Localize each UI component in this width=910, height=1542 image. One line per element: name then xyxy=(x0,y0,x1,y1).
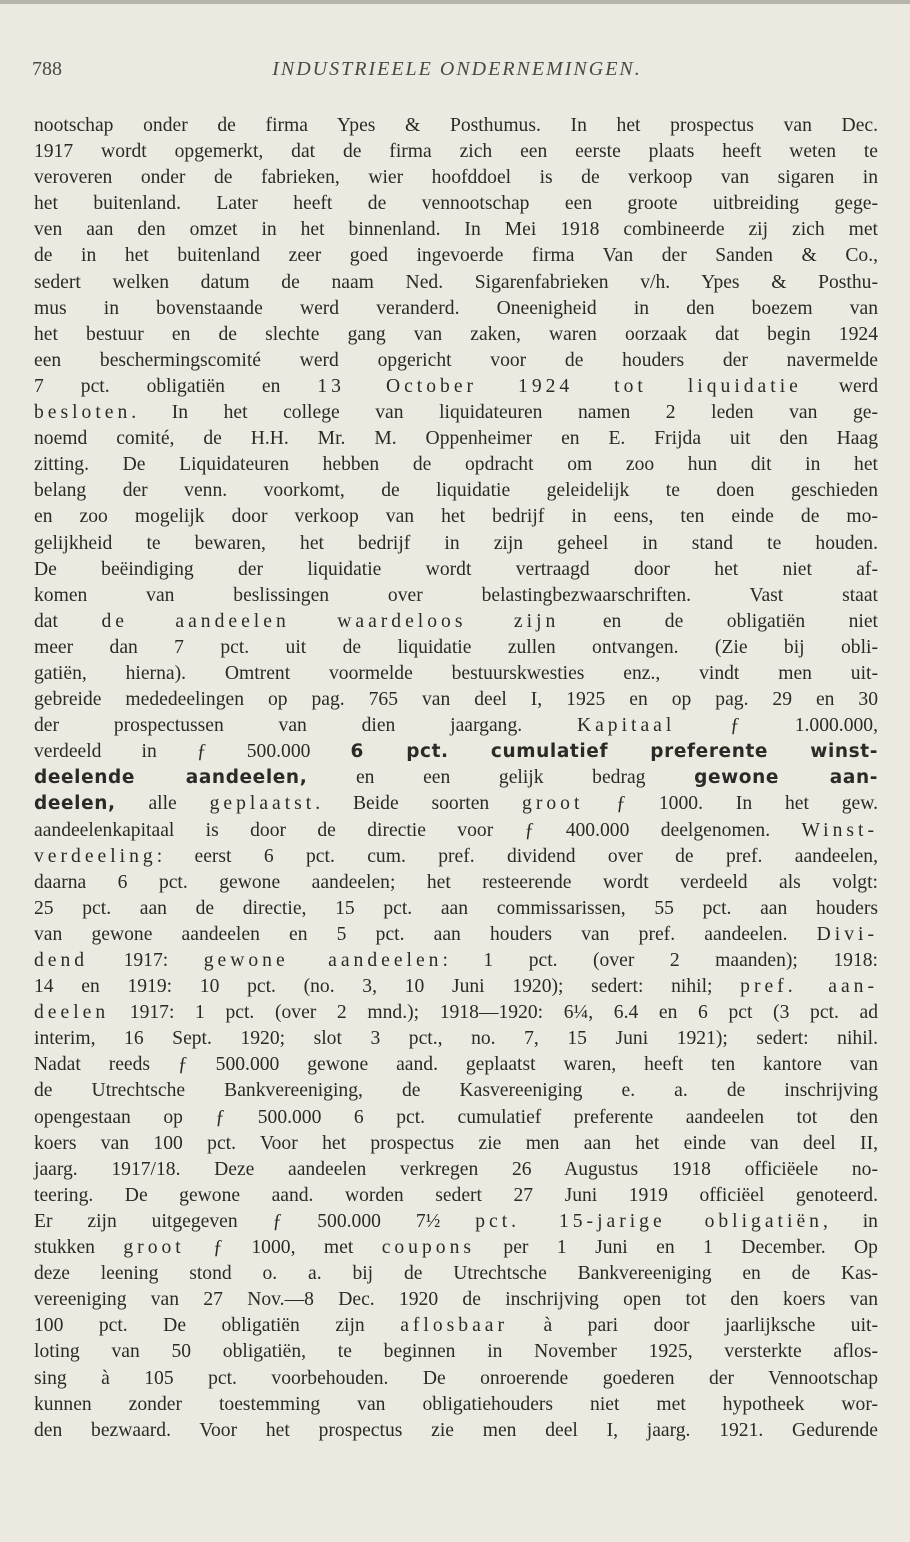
page-number: 788 xyxy=(32,58,62,80)
text-line xyxy=(34,374,878,400)
text-line xyxy=(34,531,878,557)
spaced-run: pct. 15-jarige obligatiën xyxy=(475,1210,823,1232)
spaced-run: deelen xyxy=(34,1002,110,1024)
text-line xyxy=(34,870,878,896)
text-line xyxy=(34,348,878,374)
text-line xyxy=(34,948,878,974)
text-line xyxy=(34,1366,878,1392)
spaced-run: geplaatst xyxy=(209,793,316,815)
text-line xyxy=(34,739,878,765)
spaced-run: Divi- xyxy=(816,923,878,945)
text-run: der prospectussen van dien jaargang. xyxy=(34,715,577,737)
bold-run: 6 pct. cumulatief preferente winst- xyxy=(350,741,879,763)
text-run: van gewone aandeelen en 5 pct. aan houders van pref. aandeelen. xyxy=(34,923,817,945)
spaced-run: groot xyxy=(522,793,584,815)
spaced-run: Winst- xyxy=(801,819,878,841)
text-run: 100 pct. De obligatiën zijn xyxy=(34,1315,401,1337)
text-run: gebreide mededeelingen op pag. 765 van deel I, 1925 en op pag. 29 en 30 xyxy=(34,689,878,711)
text-run: en de obligatiën niet xyxy=(559,610,878,632)
text-run: ƒ 1000. In het gew. xyxy=(583,793,879,815)
text-run: veroveren onder de fabrieken, wier hoofddoel is de verkoop van sigaren in xyxy=(34,167,878,189)
text-run: 14 en 1919: 10 pct. (no. 3, 10 Juni 1920); sedert: nihil; xyxy=(34,976,741,998)
text-run: 25 pct. aan de directie, 15 pct. aan commissarissen, 55 pct. aan houders xyxy=(34,897,878,919)
text-run: teering. De gewone aand. worden sedert 27 Juni 1919 officiëel genoteerd. xyxy=(34,1184,878,1206)
text-line xyxy=(34,139,878,165)
spaced-run: dend xyxy=(34,950,89,971)
spaced-run: besloten xyxy=(34,402,132,424)
text-line xyxy=(34,1392,878,1418)
bold-run: deelende aandeelen, xyxy=(34,767,308,789)
text-run: den bezwaard. Voor het prospectus zie men deel I, jaarg. 1921. Gedurende xyxy=(34,1419,878,1441)
text-run: interim, 16 Sept. 1920; slot 3 pct., no. 7, 15 Juni 1921); sedert: nihil. xyxy=(34,1028,878,1050)
spaced-run: coupons xyxy=(381,1237,475,1259)
text-line xyxy=(34,1026,878,1052)
text-line xyxy=(34,713,878,739)
text-run: 1917 wordt opgemerkt, dat de firma zich een eerste plaats heeft weten te xyxy=(34,141,878,163)
text-run: gatiën, hierna). Omtrent voormelde bestuurskwesties enz., vindt men uit- xyxy=(34,662,878,684)
text-line xyxy=(34,426,878,452)
text-line xyxy=(34,661,878,687)
text-run: 1917: xyxy=(88,950,204,971)
text-line xyxy=(34,1235,878,1261)
text-line xyxy=(34,1000,878,1026)
bold-run: deelen, xyxy=(34,793,116,815)
text-run: Nadat reeds ƒ 500.000 gewone aand. geplaatst waren, heeft ten kantore van xyxy=(34,1054,878,1076)
text-line xyxy=(34,113,878,139)
text-line xyxy=(34,818,878,844)
text-line xyxy=(34,243,878,269)
text-run: het bestuur en de slechte gang van zaken, waren oorzaak dat begin 1924 xyxy=(34,323,878,345)
text-run: zitting. De Liquidateuren hebben de opdracht om zoo hun dit in het xyxy=(34,454,878,476)
spaced-run: gewone aandeelen xyxy=(203,950,443,971)
text-line xyxy=(34,296,878,322)
text-line xyxy=(34,1313,878,1339)
text-run: Er zijn uitgegeven ƒ 500.000 7½ xyxy=(34,1210,476,1232)
text-line xyxy=(34,217,878,243)
text-run: werd xyxy=(801,375,878,397)
text-line xyxy=(34,583,878,609)
text-run: : eerst 6 pct. cum. pref. dividend over de pref. aandeelen, xyxy=(156,845,878,867)
text-line xyxy=(34,687,878,713)
text-line xyxy=(34,1339,878,1365)
text-run: het buitenland. Later heeft de vennootschap een groote uitbreiding gege- xyxy=(34,193,878,215)
text-line xyxy=(34,165,878,191)
running-head: INDUSTRIEELE ONDERNEMINGEN. xyxy=(272,58,642,80)
text-run: ƒ 1000, met xyxy=(184,1237,382,1259)
text-run: vereeniging van 27 Nov.—8 Dec. 1920 de inschrijving open tot den koers van xyxy=(34,1289,878,1311)
text-run: meer dan 7 pct. uit de liquidatie zullen ontvangen. (Zie bij obli- xyxy=(34,636,878,658)
text-run: sing à 105 pct. voorbehouden. De onroerende goederen der Vennootschap xyxy=(34,1367,878,1389)
text-line xyxy=(34,1183,878,1209)
text-run: gelijkheid te bewaren, het bedrijf in zijn geheel in stand te houden. xyxy=(34,532,878,554)
text-line xyxy=(34,1418,878,1444)
page-header xyxy=(32,58,882,92)
text-run: à pari door jaarlijksche uit- xyxy=(508,1315,878,1337)
page-top-edge xyxy=(0,0,910,4)
text-run: de in het buitenland zeer goed ingevoerde firma Van der Sanden & Co., xyxy=(34,245,878,267)
text-run: de Utrechtsche Bankvereeniging, de Kasvereeniging e. a. de inschrijving xyxy=(34,1080,878,1102)
text-run: nootschap onder de firma Ypes & Posthumus. In het prospectus van Dec. xyxy=(34,115,878,136)
text-line xyxy=(34,1157,878,1183)
text-run: belang der venn. voorkomt, de liquidatie geleidelijk te doen geschieden xyxy=(34,480,878,502)
text-line xyxy=(34,452,878,478)
text-line xyxy=(34,1078,878,1104)
text-line xyxy=(34,1261,878,1287)
body-text xyxy=(34,113,878,1444)
text-run: koers van 100 pct. Voor het prospectus zie men aan het einde van deel II, xyxy=(34,1132,878,1154)
text-run: en zoo mogelijk door verkoop van het bedrijf in eens, ten einde de mo- xyxy=(34,506,878,528)
spaced-run: verdeeling xyxy=(34,845,157,867)
text-line xyxy=(34,270,878,296)
text-run: 7 pct. obligatiën en xyxy=(34,375,318,397)
text-run: kunnen zonder toestemming van obligatiehouders niet met hypotheek wor- xyxy=(34,1393,878,1415)
text-run: deze leening stond o. a. bij de Utrechtsche Bankvereeniging en de Kas- xyxy=(34,1263,878,1285)
text-line xyxy=(34,635,878,661)
text-line xyxy=(34,191,878,217)
text-run: noemd comité, de H.H. Mr. M. Oppenheimer en E. Frijda uit den Haag xyxy=(34,428,878,450)
text-run: sedert welken datum de naam Ned. Sigarenfabrieken v/h. Ypes & Posthu- xyxy=(34,271,878,293)
spaced-run: 13 October 1924 tot liquidatie xyxy=(317,375,802,397)
text-line xyxy=(34,557,878,583)
text-line xyxy=(34,1052,878,1078)
text-line xyxy=(34,478,878,504)
text-line xyxy=(34,609,878,635)
spaced-run: de aandeelen waardeloos zijn xyxy=(101,610,560,632)
text-line xyxy=(34,1131,878,1157)
spaced-run: pref. aan- xyxy=(740,976,879,998)
text-run: aandeelenkapitaal is door de directie voor ƒ 400.000 deelgenomen. xyxy=(34,819,802,841)
text-run: loting van 50 obligatiën, te beginnen in November 1925, versterkte aflos- xyxy=(34,1341,878,1363)
spaced-run: groot xyxy=(123,1237,185,1259)
text-run: jaarg. 1917/18. Deze aandeelen verkregen 26 Augustus 1918 officiëele no- xyxy=(34,1158,878,1180)
text-run: ƒ 1.000.000, xyxy=(675,715,878,737)
text-run: , in xyxy=(822,1210,878,1232)
text-run: dat xyxy=(34,610,102,632)
text-line xyxy=(34,974,878,1000)
text-line xyxy=(34,1287,878,1313)
text-run: 1917: 1 pct. (over 2 mnd.); 1918—1920: 6¼, 6.4 en 6 pct (3 pct. ad xyxy=(109,1002,878,1024)
text-run: . In het college van liquidateuren namen 2 leden van ge- xyxy=(131,402,878,424)
spaced-run: Kapitaal xyxy=(576,715,676,737)
text-line xyxy=(34,400,878,426)
text-line xyxy=(34,791,878,817)
text-line xyxy=(34,896,878,922)
spaced-run: aflosbaar xyxy=(400,1315,509,1337)
text-line xyxy=(34,504,878,530)
text-line xyxy=(34,844,878,870)
text-run: een beschermingscomité werd opgericht voor de houders der navermelde xyxy=(34,349,878,371)
text-run: opengestaan op ƒ 500.000 6 pct. cumulatief preferente aandeelen tot den xyxy=(34,1106,878,1128)
text-run: daarna 6 pct. gewone aandeelen; het resteerende wordt verdeeld als volgt: xyxy=(34,871,878,893)
text-run: . Beide soorten xyxy=(315,793,523,815)
text-line xyxy=(34,1105,878,1131)
bold-run: gewone aan- xyxy=(694,767,879,789)
text-run: stukken xyxy=(34,1237,124,1259)
text-line xyxy=(34,922,878,948)
text-run: alle xyxy=(115,793,210,815)
text-run: De beëindiging der liquidatie wordt vertraagd door het niet af- xyxy=(34,558,878,580)
text-run: mus in bovenstaande werd veranderd. Oneenigheid in den boezem van xyxy=(34,297,878,319)
text-run: per 1 Juni en 1 December. Op xyxy=(475,1237,878,1259)
text-line xyxy=(34,765,878,791)
text-run: ven aan den omzet in het binnenland. In Mei 1918 combineerde zij zich met xyxy=(34,219,878,241)
text-run: verdeeld in ƒ 500.000 xyxy=(34,741,351,763)
text-run: : 1 pct. (over 2 maanden); 1918: xyxy=(442,950,878,971)
text-run: komen van beslissingen over belastingbezwaarschriften. Vast staat xyxy=(34,584,878,606)
text-run: en een gelijk bedrag xyxy=(307,767,695,789)
text-line xyxy=(34,1209,878,1235)
text-line xyxy=(34,322,878,348)
